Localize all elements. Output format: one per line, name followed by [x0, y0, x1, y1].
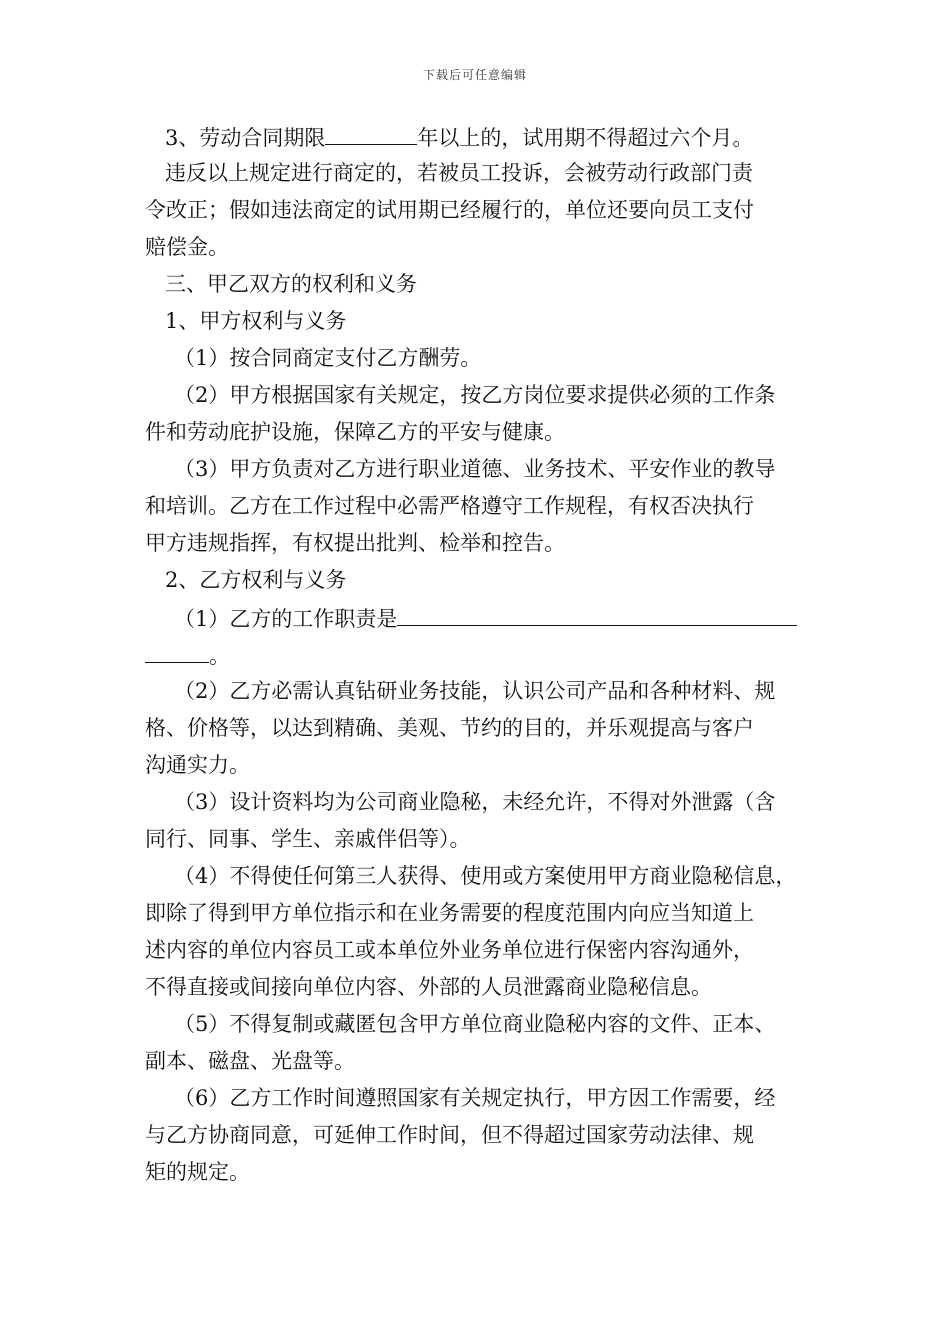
fill-blank — [145, 636, 209, 663]
paragraph-line: 副本、磁盘、光盘等。 — [145, 1049, 355, 1073]
paragraph-line — [145, 599, 810, 636]
paragraph-line: 矩的规定。 — [145, 1160, 250, 1184]
page-header: 下载后可任意编辑 — [422, 68, 527, 82]
paragraph-line: 甲方违规指挥，有权提出批判、检举和控告。 — [145, 531, 565, 555]
document-body — [145, 118, 810, 1191]
paragraph-line: 同行、同事、学生、亲戚伴侣等）。 — [145, 827, 471, 851]
paragraph-line — [145, 118, 810, 155]
paragraph-line: （5）不得复制或藏匿包含甲方单位商业隐秘内容的文件、正本、 — [174, 1012, 776, 1036]
line-text: （1）乙方的工作职责是 — [174, 607, 398, 631]
paragraph-line: （3）甲方负责对乙方进行职业道德、业务技术、平安作业的教导 — [174, 457, 776, 481]
paragraph-line: 违反以上规定进行商定的，若被员工投诉，会被劳动行政部门责 — [165, 161, 753, 185]
paragraph-line: 沟通实力。 — [145, 753, 250, 777]
line-text: 年以上的，试用期不得超过六个月。 — [417, 126, 754, 150]
section-heading: 三、甲乙双方的权利和义务 — [165, 272, 417, 296]
paragraph-line: 与乙方协商同意，可延伸工作时间，但不得超过国家劳动法律、规 — [145, 1123, 754, 1147]
line-text: 3、劳动合同期限 — [165, 126, 326, 150]
paragraph-line: 和培训。乙方在工作过程中必需严格遵守工作规程，有权否决执行 — [145, 494, 754, 518]
paragraph-line: 即除了得到甲方单位指示和在业务需要的程度范围内向应当知道上 — [145, 901, 754, 925]
paragraph-line: 格、价格等，以达到精确、美观、节约的目的，并乐观提高与客户 — [145, 716, 754, 740]
paragraph-line: （2）甲方根据国家有关规定，按乙方岗位要求提供必须的工作条 — [174, 383, 776, 407]
subsection-heading: 2、乙方权利与义务 — [165, 568, 347, 592]
paragraph-line: 述内容的单位内容员工或本单位外业务单位进行保密内容沟通外， — [145, 938, 754, 962]
paragraph-line: （4）不得使任何第三人获得、使用或方案使用甲方商业隐秘信息， — [174, 864, 797, 888]
paragraph-line: （3）设计资料均为公司商业隐秘，未经允许，不得对外泄露（含 — [174, 790, 776, 814]
paragraph-line: 不得直接或间接向单位内容、外部的人员泄露商业隐秘信息。 — [145, 975, 712, 999]
paragraph-line: （1）按合同商定支付乙方酬劳。 — [174, 346, 482, 370]
paragraph-line — [145, 636, 810, 673]
paragraph-line: （2）乙方必需认真钻研业务技能，认识公司产品和各种材料、规 — [174, 679, 776, 703]
fill-blank — [397, 599, 797, 626]
paragraph-line: 赔偿金。 — [145, 235, 229, 259]
paragraph-line: （6）乙方工作时间遵照国家有关规定执行，甲方因工作需要，经 — [174, 1086, 776, 1110]
paragraph-line: 件和劳动庇护设施，保障乙方的平安与健康。 — [145, 420, 565, 444]
fill-blank — [325, 118, 417, 145]
paragraph-line: 令改正；假如违法商定的试用期已经履行的，单位还要向员工支付 — [145, 198, 754, 222]
line-text: 。 — [209, 644, 230, 668]
subsection-heading: 1、甲方权利与义务 — [165, 309, 347, 333]
